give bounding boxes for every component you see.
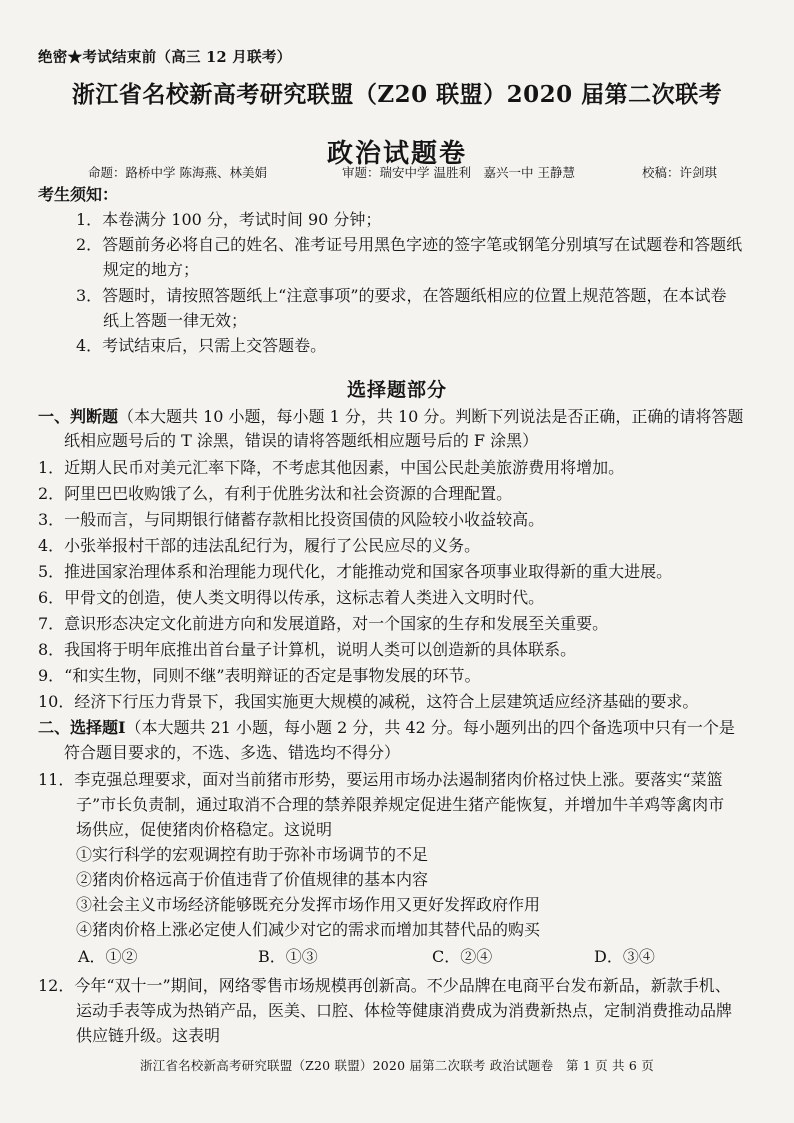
part2-intro: （本大题共 21 小题，每小题 2 分，共 42 分。每小题列出的四个备选项中只有一个是 [125, 718, 735, 737]
q12-stem: 12．今年“双十一”期间，网络零售市场规模再创新高。不少品牌在电商平台发布新品，新款手机、 [38, 976, 731, 995]
q11-statement: ①实行科学的宏观调控有助于弥补市场调节的不足 [76, 845, 429, 864]
q11-option-d: D．③④ [594, 947, 655, 966]
judge-item: 3．一般而言，与同期银行储蓄存款相比投资国债的风险较小收益较高。 [38, 510, 545, 529]
notice-line: 3．答题时，请按照答题纸上“注意事项”的要求，在答题纸相应的位置上规范答题，在本试卷 [76, 286, 727, 305]
part2-intro-cont: 符合题目要求的，不选、多选、错选均不得分） [64, 743, 401, 762]
judge-item: 10．经济下行压力背景下，我国实施更大规模的减税，这符合上层建筑适应经济基础的要求。 [38, 692, 699, 711]
page-footer: 浙江省名校新高考研究联盟（Z20 联盟）2020 届第二次联考 政治试题卷 第 1 页 共 6 页 [140, 1058, 654, 1073]
author-proofreader: 校稿：许剑琪 [642, 165, 718, 180]
judge-item: 5．推进国家治理体系和治理能力现代化，才能推动党和国家各项事业取得新的重大进展。 [38, 562, 673, 581]
confidential-label: 绝密★考试结束前（高三 12 月联考） [38, 49, 292, 66]
q11-statement: ④猪肉价格上涨必定使人们减少对它的需求而增加其替代品的购买 [76, 920, 541, 939]
q11-statement: ③社会主义市场经济能够既充分发挥市场作用又更好发挥政府作用 [76, 895, 541, 914]
q11-statement: ②猪肉价格远高于价值违背了价值规律的基本内容 [76, 870, 429, 889]
part2-heading-line [38, 716, 735, 740]
judge-item: 2．阿里巴巴收购饿了么，有利于优胜劣汰和社会资源的合理配置。 [38, 484, 513, 503]
q12-stem: 运动手表等成为热销产品，医美、口腔、体检等健康消费成为消费新热点，定制消费推动品牌 [76, 1001, 733, 1020]
section-heading: 选择题部分 [346, 379, 447, 401]
notice-line: 4．考试结束后，只需上交答题卷。 [76, 336, 327, 355]
part1-intro: （本大题共 10 小题，每小题 1 分，共 10 分。判断下列说法是否正确，正确的请将答题 [118, 407, 744, 426]
q11-option-c: C．②④ [432, 947, 493, 966]
author-reviewers: 审题：瑞安中学 温胜利 嘉兴一中 王静慧 [342, 165, 575, 180]
q12-stem: 供应链升级。这表明 [76, 1026, 221, 1045]
part2-heading: 二、选择题Ⅰ [38, 718, 126, 737]
judge-item: 8．我国将于明年底推出首台量子计算机，说明人类可以创造新的具体联系。 [38, 640, 577, 659]
judge-item: 7．意识形态决定文化前进方向和发展道路，对一个国家的生存和发展至关重要。 [38, 614, 609, 633]
exam-title: 浙江省名校新高考研究联盟（Z20 联盟）2020 届第二次联考 [71, 81, 723, 108]
q11-stem: 子”市长负责制，通过取消不合理的禁养限养规定促进生猪产能恢复，并增加牛羊鸡等禽肉市 [76, 795, 725, 814]
q11-option-a: A．①② [78, 947, 138, 966]
notice-line: 2．答题前务必将自己的姓名、准考证号用黑色字迹的签字笔或钢笔分别填写在试题卷和答题纸 [76, 235, 743, 254]
q11-option-b: B．①③ [258, 947, 318, 966]
author-proposers: 命题：路桥中学 陈海燕、林美娟 [88, 165, 267, 180]
judge-item: 1．近期人民币对美元汇率下降，不考虑其他因素，中国公民赴美旅游费用将增加。 [38, 458, 625, 477]
notice-line: 1．本卷满分 100 分，考试时间 90 分钟； [76, 210, 382, 229]
q11-stem: 场供应，促使猪肉价格稳定。这说明 [76, 820, 333, 839]
part1-intro-cont: 纸相应题号后的 T 涂黑，错误的请将答题纸相应题号后的 F 涂黑） [64, 431, 539, 450]
part1-heading-line [38, 405, 743, 429]
notice-line: 规定的地方； [103, 260, 200, 279]
part1-heading: 一、判断题 [38, 407, 119, 426]
notice-heading: 考生须知： [38, 185, 119, 204]
q11-stem: 11．李克强总理要求，面对当前猪市形势，要运用市场办法遏制猪肉价格过快上涨。要落实“菜篮 [38, 770, 723, 789]
judge-item: 4．小张举报村干部的违法乱纪行为，履行了公民应尽的义务。 [38, 536, 481, 555]
exam-subtitle: 政治试题卷 [326, 139, 467, 169]
judge-item: 9．“和实生物，同则不继”表明辩证的否定是事物发展的环节。 [38, 666, 481, 685]
notice-line: 纸上答题一律无效； [103, 311, 248, 330]
judge-item: 6．甲骨文的创造，使人类文明得以传承，这标志着人类进入文明时代。 [38, 588, 545, 607]
